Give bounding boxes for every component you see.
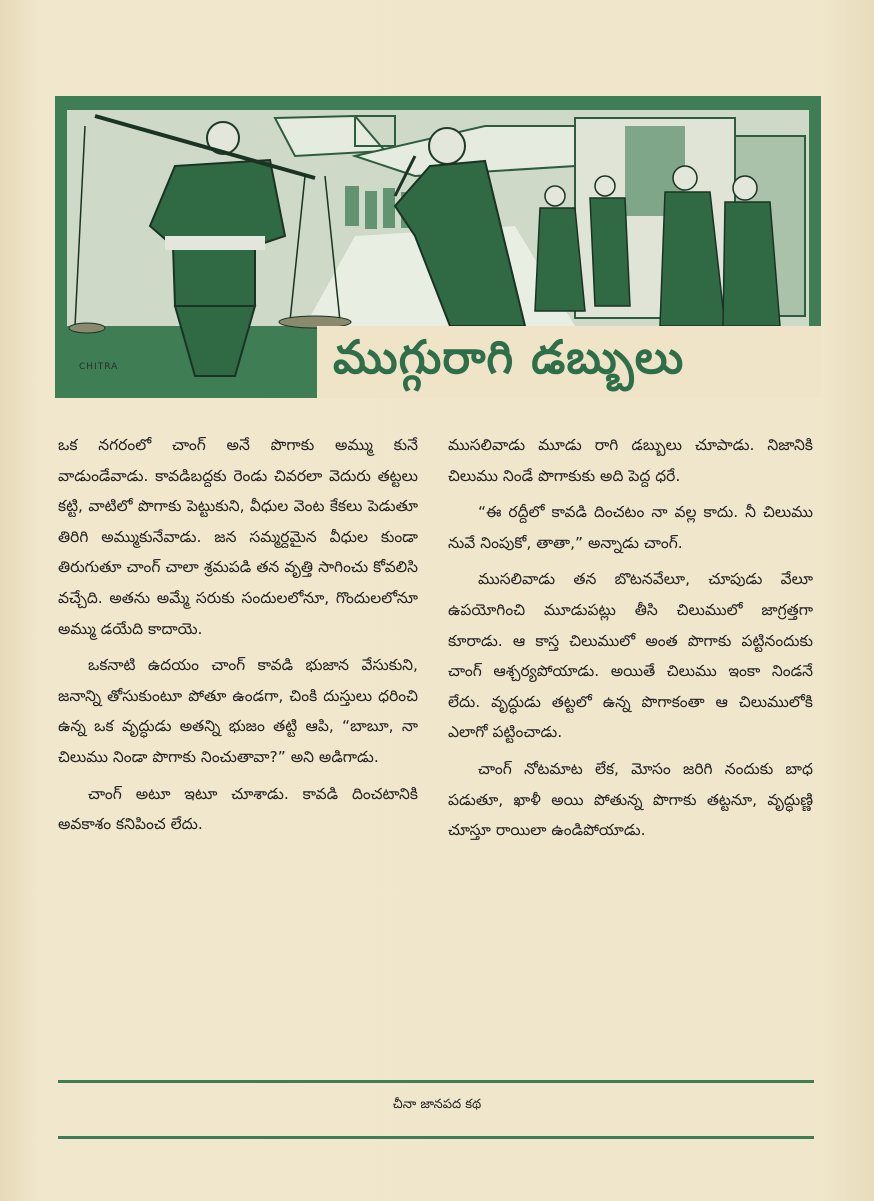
paragraph: “ఈ రద్దీలో కావడి దించటం నా వల్ల కాదు. నీ చిలుము నువే నింపుకో, తాతా,” అన్నాడు చాంగ్. xyxy=(448,503,813,552)
paragraph: ముసలివాడు మూడు రాగి డబ్బులు చూపాడు. నిజానికి చిలుము నిండే పొగాకుకు అది పెద్ద ధరే. xyxy=(448,436,813,485)
footer-rule-bottom xyxy=(58,1136,814,1139)
story-title: ముగ్గురాగి డబ్బులు xyxy=(333,330,685,384)
paragraph: చాంగ్ నోటమాట లేక, మోసం జరిగి నందుకు బాధ పడుతూ, ఖాళీ అయి పోతున్న పొగాకు తట్టనూ, వృద్ధుణ్ణి చూస్తూ రాయిలా ఉండిపోయాడు. xyxy=(448,759,813,840)
column-right xyxy=(448,430,813,852)
column-left xyxy=(58,430,418,846)
title-panel xyxy=(317,326,821,398)
footer-label: చీనా జానపద కథ xyxy=(392,1097,482,1112)
paragraph: ఒక నగరంలో చాంగ్ అనే పొగాకు అమ్ము కునే వాడుండేవాడు. కావడిబద్దకు రెండు చివరలా వెదురు తట్టలు కట్టి, వాటిలో పొగాకు పెట్టుకుని, వీధుల వెంట కేకలు పెడుతూ తిరిగి అమ్ముకునేవాడు. జన సమ్మర్దమైన వీధుల కుండా తిరుగుతూ చాంగ్ చాలా శ్రమపడి తన వృత్తి సాగించు కోవలిసి వచ్చేది. అతను అమ్మే సరుకు సందులలోనూ, గొందులలోనూ అమ్ము డయేది కాదాయె. xyxy=(58,436,418,638)
paragraph: చాంగ్ అటూ ఇటూ చూశాడు. కావడి దించటానికి అవకాశం కనిపించ లేదు. xyxy=(58,784,418,834)
header-illustration xyxy=(55,96,821,398)
paragraph: ఒకనాటి ఉదయం చాంగ్ కావడి భుజాన వేసుకుని, జనాన్ని తోసుకుంటూ పోతూ ఉండగా, చింకి దుస్తులు ధరించి ఉన్న ఒక వృద్ధుడు అతన్ని భుజం తట్టి ఆపి, “బాబూ, నా చిలుము నిండా పొగాకు నించుతావా?” అని అడిగాడు. xyxy=(58,656,418,766)
footer-rule-top xyxy=(58,1080,814,1083)
illustrator-credit: CHITRA xyxy=(79,362,119,372)
paragraph: ముసలివాడు తన బొటనవేలూ, చూపుడు వేలూ ఉపయోగించి మూడుపట్లు తీసి చిలుములో జాగ్రత్తగా కూరాడు. ఆ కాస్త చిలుములో అంత పొగాకు పట్టినందుకు చాంగ్ ఆశ్చర్యపోయాడు. అయితే చిలుము ఇంకా నిండనే లేదు. వృద్ధుడు తట్టలో ఉన్న పొగాకంతా ఆ చిలుములోకి ఎలాగో పట్టించాడు. xyxy=(448,570,813,742)
